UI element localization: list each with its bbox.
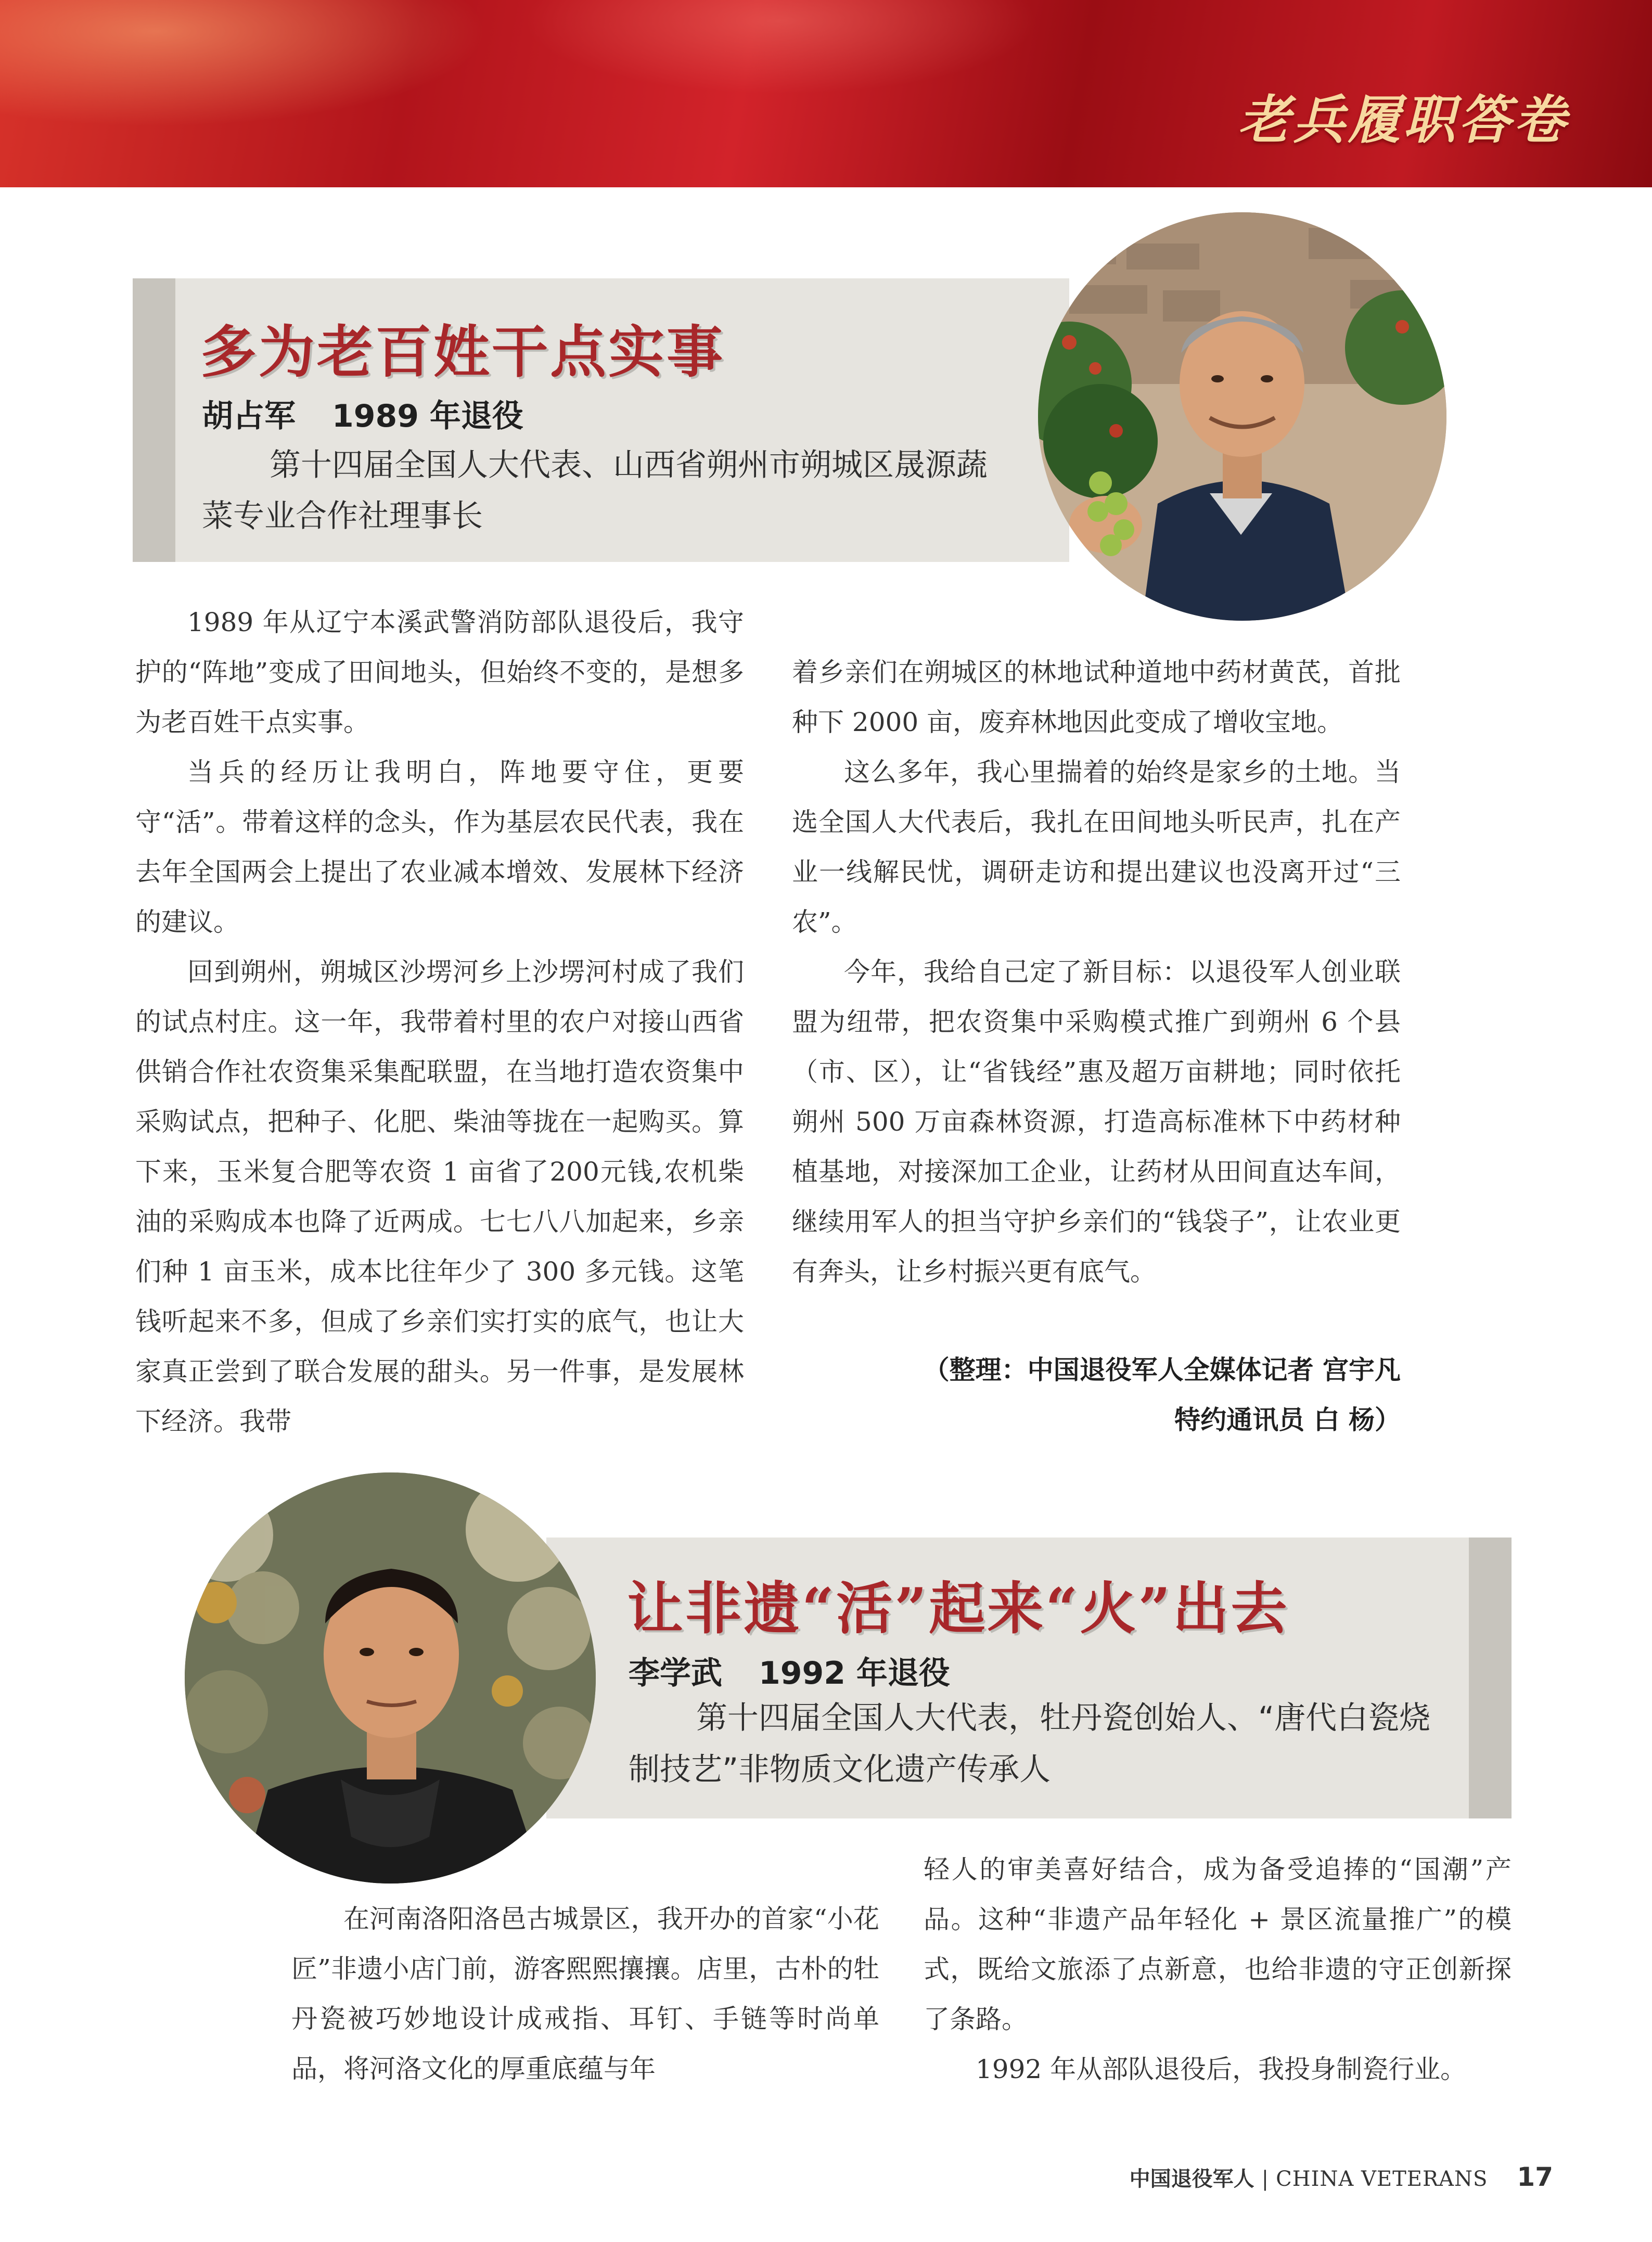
article1-column-2 bbox=[792, 647, 1401, 1297]
paragraph: 今年，我给自己定了新目标：以退役军人创业联盟为纽带，把农资集中采购模式推广到朔州 6 个县（市、区），让“省钱经”惠及超万亩耕地；同时依托朔州 500 万亩森林资源，打造高标准林下中药材种植基地，对接深加工企业，让药材从田间直达车间，继续用军人的担当守护乡亲们的“钱袋子”，让农业更有奔头，让乡村振兴更有底气。 bbox=[792, 957, 1401, 1287]
paragraph: 当兵的经历让我明白，阵地要守住，更要守“活”。带着这样的念头，作为基层农民代表，我在去年全国两会上提出了农业减本增效、发展林下经济的建议。 bbox=[135, 757, 744, 937]
article2-title-2: 制技艺”非物质文化遗产传承人 bbox=[629, 1751, 1051, 1788]
top-banner bbox=[0, 0, 1652, 187]
magazine-name: 中国退役军人 bbox=[1129, 2167, 1254, 2191]
article2-headline: 让非遗“活”起来“火”出去 bbox=[627, 1576, 1289, 1642]
paragraph: 回到朔州，朔城区沙塄河乡上沙塄河村成了我们的试点村庄。这一年，我带着村里的农户对接山西省供销合作社农资集采集配联盟，在当地打造农资集中采购试点，把种子、化肥、柴油等拢在一起购买。算下来，玉米复合肥等农资 1 亩省了200元钱,农机柴油的采购成本也降了近两成。七七八八加起来，乡亲们种 1 亩玉米，成本比往年少了 300 多元钱。这笔钱听起来不多，但成了乡亲们实打实的底气，也让大家真正尝到了联合发展的甜头。另一件事，是发展林下经济。我带 bbox=[135, 957, 744, 1437]
article1-title-2: 菜专业合作社理事长 bbox=[202, 498, 483, 534]
portrait-image bbox=[1038, 212, 1446, 621]
retire-year: 1989 年退役 bbox=[332, 398, 523, 434]
paragraph: 1992 年从部队退役后，我投身制瓷行业。 bbox=[976, 2054, 1467, 2084]
portrait-image bbox=[185, 1472, 596, 1884]
section-title: 老兵履职答卷 bbox=[1238, 89, 1569, 150]
credit-line: 特约通讯员 白 杨） bbox=[1174, 1405, 1401, 1435]
paragraph: 着乡亲们在朔城区的林地试种道地中药材黄芪，首批种下 2000 亩，废弃林地因此变成了增收宝地。 bbox=[792, 657, 1401, 737]
article2-byline bbox=[629, 1648, 950, 1693]
retire-year: 1992 年退役 bbox=[759, 1655, 950, 1692]
credit-line: （整理：中国退役军人全媒体记者 宫宇凡 bbox=[923, 1355, 1401, 1385]
article2-title-1: 第十四届全国人大代表，牡丹瓷创始人、“唐代白瓷烧 bbox=[696, 1700, 1431, 1736]
article2-column-2 bbox=[924, 1844, 1512, 2094]
page-number: 17 bbox=[1517, 2162, 1553, 2192]
paragraph: 在河南洛阳洛邑古城景区，我开办的首家“小花匠”非遗小店门前，游客熙熙攘攘。店里，古朴的牡丹瓷被巧妙地设计成戒指、耳钉、手链等时尚单品，将河洛文化的厚重底蕴与年 bbox=[291, 1904, 879, 2084]
article1-title-1: 第十四届全国人大代表、山西省朔州市朔城区晟源蔬 bbox=[270, 447, 988, 483]
article1-credit bbox=[792, 1345, 1401, 1445]
portrait-hu-zhanjun bbox=[1038, 212, 1446, 621]
paragraph: 这么多年，我心里揣着的始终是家乡的土地。当选全国人大代表后，我扎在田间地头听民声，扎在产业一线解民忧，调研走访和提出建议也没离开过“三农”。 bbox=[792, 757, 1401, 937]
footer-separator: | bbox=[1261, 2167, 1269, 2191]
magazine-english-name: CHINA VETERANS bbox=[1276, 2167, 1488, 2191]
header-stripe bbox=[133, 278, 175, 562]
article1-column-1 bbox=[135, 597, 744, 1446]
paragraph: 轻人的审美喜好结合，成为备受追捧的“国潮”产品。这种“非遗产品年轻化 + 景区流量推广”的模式，既给文旅添了点新意，也给非遗的守正创新探了条路。 bbox=[924, 1854, 1512, 2034]
portrait-li-xuewu bbox=[185, 1472, 596, 1884]
page-footer bbox=[1130, 2162, 1553, 2192]
article1-headline: 多为老百姓干点实事 bbox=[200, 319, 725, 385]
article1-byline bbox=[202, 391, 523, 436]
header-stripe bbox=[1469, 1538, 1512, 1818]
paragraph: 1989 年从辽宁本溪武警消防部队退役后，我守护的“阵地”变成了田间地头，但始终不变的，是想多为老百姓干点实事。 bbox=[135, 607, 744, 737]
author-name: 胡占军 bbox=[202, 398, 296, 434]
article2-column-1 bbox=[291, 1894, 879, 2094]
author-name: 李学武 bbox=[629, 1655, 722, 1692]
